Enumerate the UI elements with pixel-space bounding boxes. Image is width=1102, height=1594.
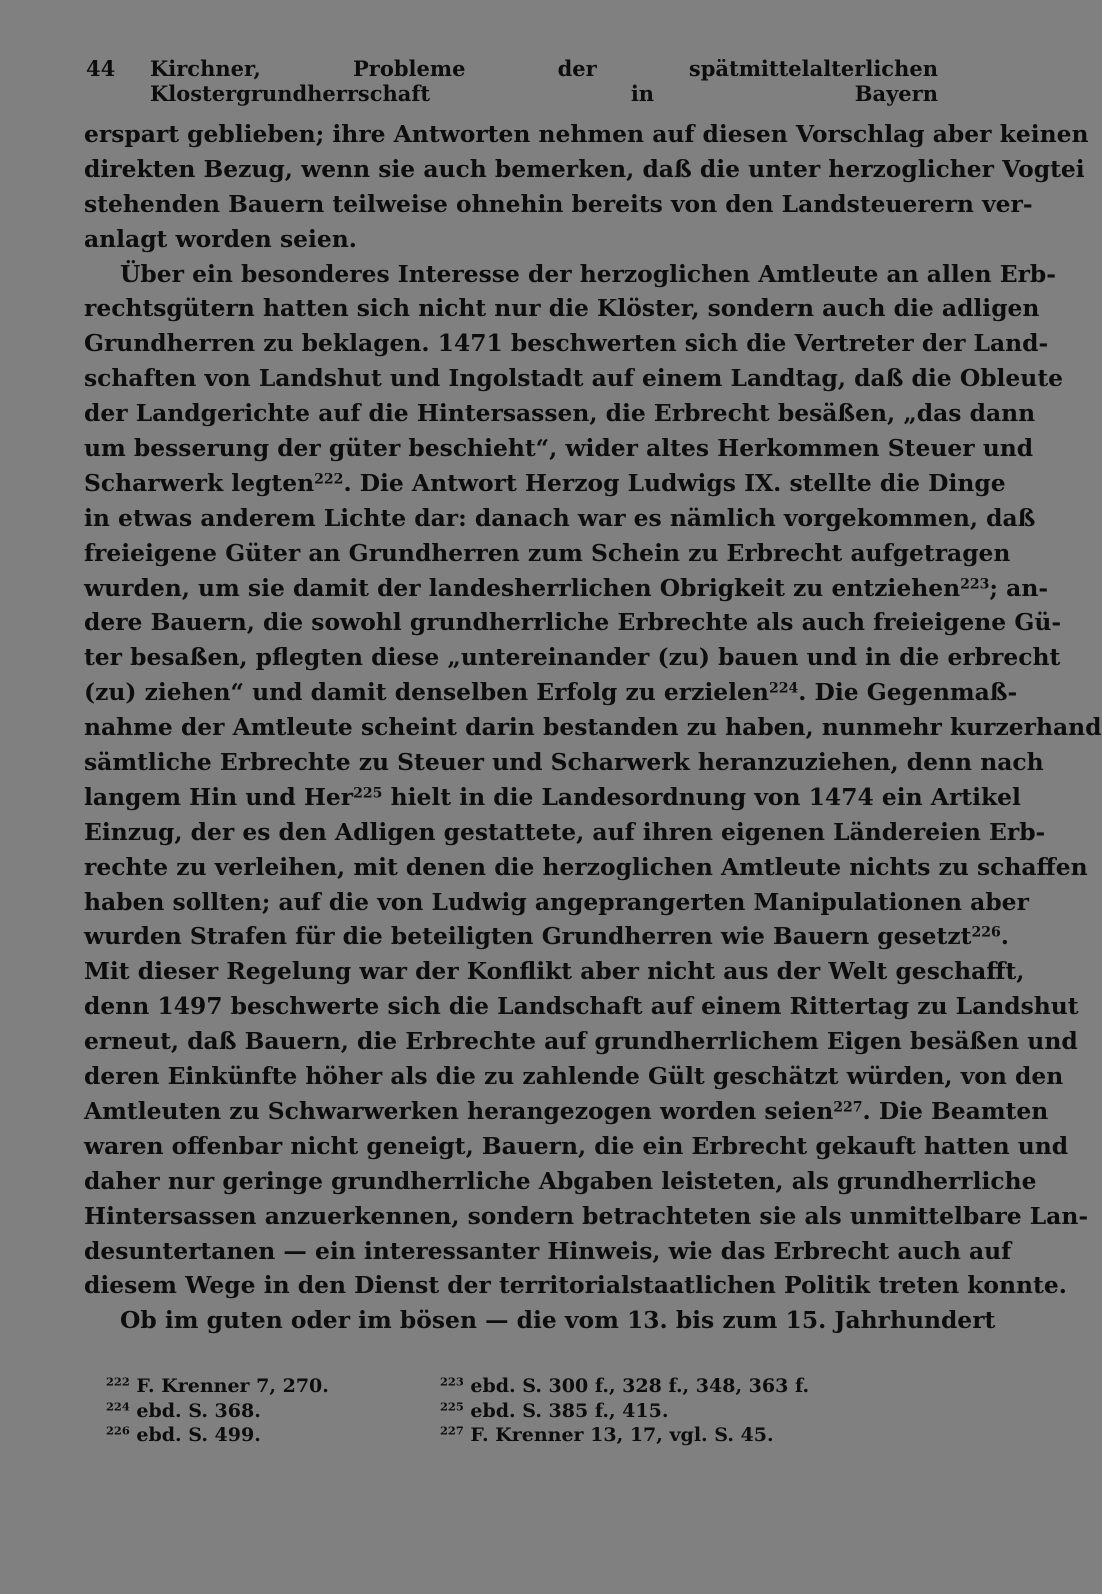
text-line: in etwas anderem Lichte dar: danach war es nämlich vorgekommen, daß xyxy=(84,503,1036,532)
text-line: deren Einkünfte höher als die zu zahlende Gült geschätzt würden, von den xyxy=(84,1062,1064,1091)
footnote xyxy=(440,1399,668,1424)
page-number: 44 xyxy=(86,56,116,81)
text-line: denn 1497 beschwerte sich die Landschaft auf einem Rittertag zu Landshut xyxy=(84,992,1079,1021)
footnote-ref: 227 xyxy=(833,1099,863,1116)
footnote-ref: 223 xyxy=(960,575,990,592)
text-line: erspart geblieben; ihre Antworten nehmen auf diesen Vorschlag aber keinen xyxy=(84,120,1089,148)
footnote-ref: 222 xyxy=(314,471,344,488)
text-line: Ob im guten oder im bösen — die vom 13. bis zum 15. Jahrhundert xyxy=(120,1306,996,1335)
footnote xyxy=(440,1374,809,1399)
footnote-text: ebd. S. 499. xyxy=(129,1424,261,1446)
footnote-number: 226 xyxy=(106,1423,130,1438)
text-line: ter besaßen, pflegten diese „untereinander (zu) bauen und in die erbrecht xyxy=(84,643,1061,672)
footnotes xyxy=(106,1374,906,1448)
text-line: anlagt worden seien. xyxy=(84,224,357,253)
text-line: schaften von Landshut und Ingolstadt auf einem Landtag, daß die Obleute xyxy=(84,364,1064,393)
text-line: Grundherren zu beklagen. 1471 beschwerten sich die Vertreter der Land- xyxy=(84,329,1049,358)
text-line: desuntertanen — ein interessanter Hinweis, wie das Erbrecht auch auf xyxy=(84,1236,1012,1265)
footnote-number: 224 xyxy=(106,1399,130,1414)
text-line: Amtleuten zu Schwarwerken herangezogen worden seien$^{227}$. Die Beamten xyxy=(84,1096,1049,1125)
footnote-text: F. Krenner 13, 17, vgl. S. 45. xyxy=(463,1424,774,1446)
text-line: dere Bauern, die sowohl grundherrliche Erbrechte als auch freieigene Gü- xyxy=(84,608,1062,637)
body-text xyxy=(84,117,1102,1338)
footnote-text: ebd. S. 368. xyxy=(129,1399,261,1422)
text-line: haben sollten; auf die von Ludwig angeprangerten Manipulationen aber xyxy=(84,887,1029,916)
text-line: rechtsgütern hatten sich nicht nur die Klöster, sondern auch die adligen xyxy=(84,294,1040,323)
text-line: wurden Strafen für die beteiligten Grundherren wie Bauern gesetzt$^{226}$. xyxy=(84,922,1009,951)
running-title: Kirchner, Probleme der spätmittelalterlichen Klostergrundherrschaft in Bayern xyxy=(150,56,938,106)
footnote-number: 222 xyxy=(106,1374,130,1389)
footnote-number: 223 xyxy=(440,1374,464,1389)
footnote-number: 227 xyxy=(440,1423,464,1438)
text-line: erneut, daß Bauern, die Erbrechte auf grundherrlichem Eigen besäßen und xyxy=(84,1027,1078,1056)
footnote-number: 225 xyxy=(440,1399,464,1414)
footnote-ref: 226 xyxy=(971,924,1001,941)
text-line: freieigene Güter an Grundherren zum Schein zu Erbrecht aufgetragen xyxy=(84,538,1011,567)
text-line: nahme der Amtleute scheint darin bestanden zu haben, nunmehr kurzerhand xyxy=(84,713,1102,742)
text-line: der Landgerichte auf die Hintersassen, die Erbrecht besäßen, „das dann xyxy=(84,399,1036,428)
footnote-text: F. Krenner 7, 270. xyxy=(129,1375,329,1397)
footnote-ref: 224 xyxy=(768,680,799,697)
page-header xyxy=(86,56,938,106)
text-line: wurden, um sie damit der landesherrlichen Obrigkeit zu entziehen$^{223}$; an- xyxy=(84,573,1049,602)
footnote-text: ebd. S. 385 f., 415. xyxy=(463,1399,669,1422)
footnote-text: ebd. S. 300 f., 328 f., 348, 363 f. xyxy=(463,1375,810,1397)
text-line: Mit dieser Regelung war der Konflikt aber nicht aus der Welt geschafft, xyxy=(84,957,1025,986)
text-line: stehenden Bauern teilweise ohnehin bereits von den Landsteuerern ver- xyxy=(84,189,1033,218)
footnote xyxy=(106,1375,329,1397)
footnote xyxy=(440,1423,774,1448)
text-line: waren offenbar nicht geneigt, Bauern, die ein Erbrecht gekauft hatten und xyxy=(84,1131,1069,1160)
text-line: sämtliche Erbrechte zu Steuer und Scharwerk heranzuziehen, denn nach xyxy=(84,748,1044,777)
footnote xyxy=(106,1400,261,1422)
text-line: daher nur geringe grundherrliche Abgaben leisteten, als grundherrliche xyxy=(84,1166,1037,1195)
footnote-ref: 225 xyxy=(353,785,383,802)
text-line: direkten Bezug, wenn sie auch bemerken, daß die unter herzoglicher Vogtei xyxy=(84,154,1085,183)
text-line: um besserung der güter beschieht“, wider altes Herkommen Steuer und xyxy=(84,434,1034,463)
text-line: Einzug, der es den Adligen gestattete, auf ihren eigenen Ländereien Erb- xyxy=(84,817,1046,846)
footnote xyxy=(106,1424,261,1446)
text-line: (zu) ziehen“ und damit denselben Erfolg zu erzielen$^{224}$. Die Gegenmaß- xyxy=(84,678,1018,707)
text-line: Scharwerk legten$^{222}$. Die Antwort Herzog Ludwigs IX. stellte die Dinge xyxy=(84,468,1006,497)
text-line: rechte zu verleihen, mit denen die herzoglichen Amtleute nichts zu schaffen xyxy=(84,852,1088,881)
text-line: Über ein besonderes Interesse der herzoglichen Amtleute an allen Erb- xyxy=(120,259,1056,288)
text-line: langem Hin und Her$^{225}$ hielt in die Landesordnung von 1474 ein Artikel xyxy=(84,782,1021,811)
text-line: Hintersassen anzuerkennen, sondern betrachteten sie als unmittelbare Lan- xyxy=(84,1201,1089,1230)
text-line: diesem Wege in den Dienst der territorialstaatlichen Politik treten konnte. xyxy=(84,1271,1067,1300)
